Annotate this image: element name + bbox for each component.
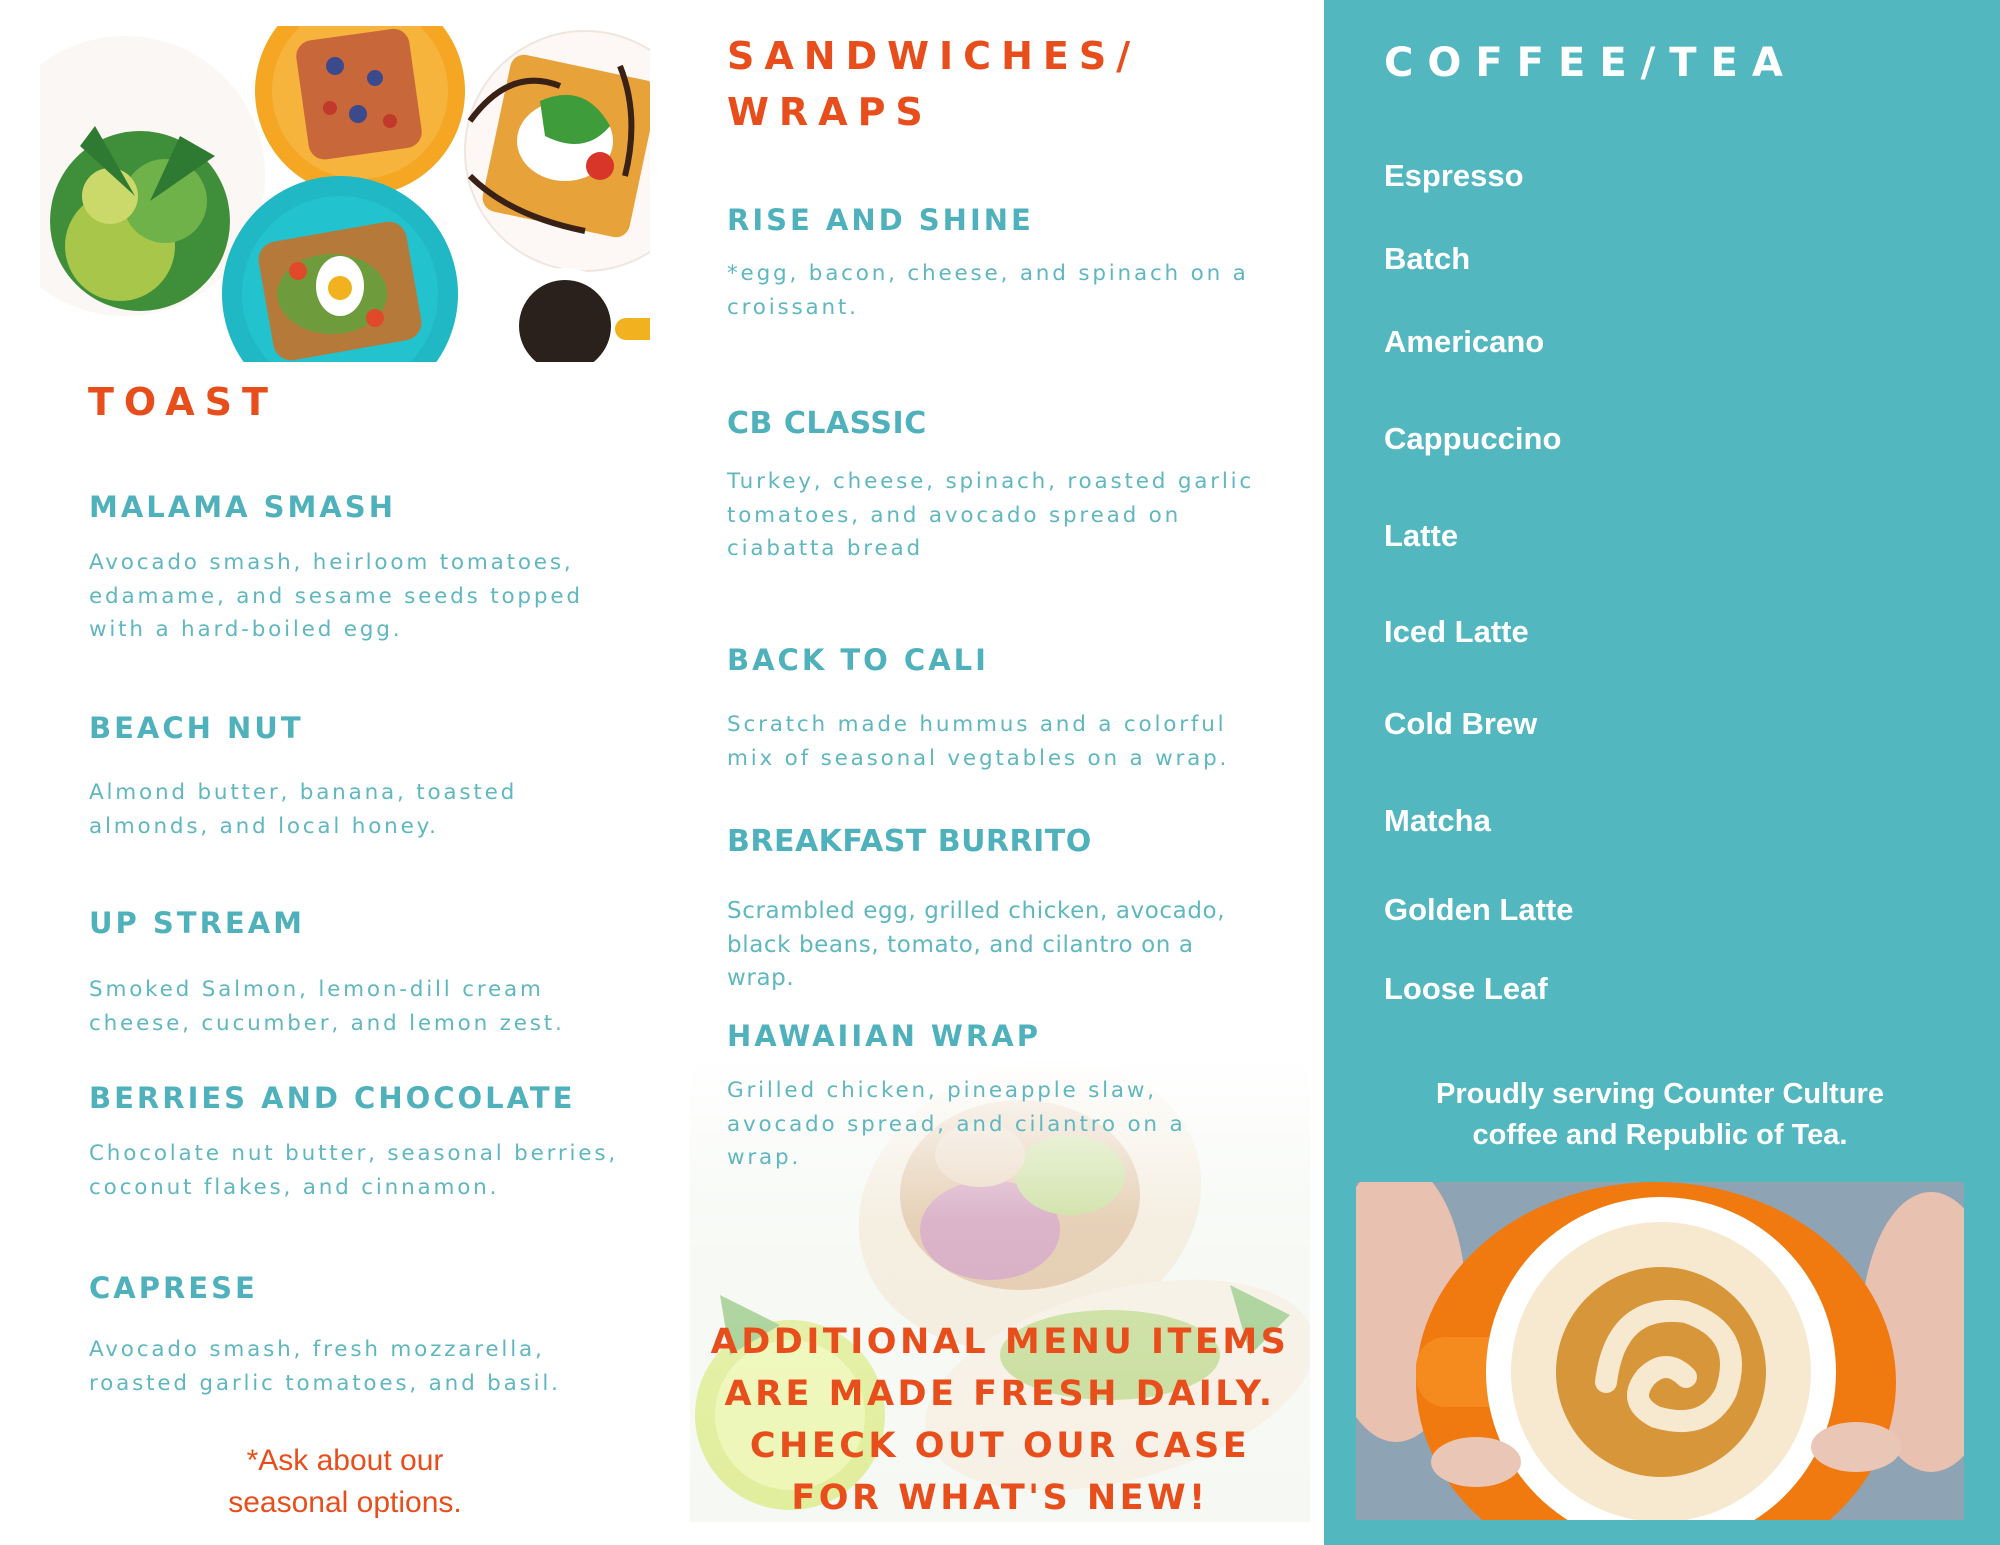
drink-item: Cold Brew <box>1384 706 1538 741</box>
menu-item-name: CB CLASSIC <box>727 406 927 441</box>
menu-item-description: Avocado smash, fresh mozzarella, roasted garlic tomatoes, and basil. <box>89 1337 561 1396</box>
menu-item-name: BERRIES AND CHOCOLATE <box>89 1081 576 1115</box>
menu-item-name: BEACH NUT <box>89 711 304 745</box>
seasonal-note-line: *Ask about our <box>246 1444 444 1477</box>
drink-item: Matcha <box>1384 803 1491 838</box>
coffee-tea-section-title: COFFEE/TEA <box>1384 40 1797 86</box>
menu-item-description: Avocado smash, heirloom tomatoes, edamame, and sesame seeds topped with a hard-boiled egg. <box>89 550 583 642</box>
menu-item-name: MALAMA SMASH <box>89 490 396 524</box>
menu-item-description: Chocolate nut butter, seasonal berries, coconut flakes, and cinnamon. <box>89 1141 618 1200</box>
menu-item-name: CAPRESE <box>89 1271 258 1305</box>
drink-item: Latte <box>1384 518 1459 553</box>
callout-line: ADDITIONAL MENU ITEMS <box>710 1322 1290 1362</box>
menu-item-name: RISE AND SHINE <box>727 203 1034 237</box>
seasonal-options-note <box>190 1440 500 1524</box>
tagline-line: coffee and Republic of Tea. <box>1472 1119 1848 1151</box>
toast-section-title: TOAST <box>88 380 278 424</box>
breakfast-food-photo <box>40 26 650 362</box>
menu-item-description: Smoked Salmon, lemon-dill cream cheese, cucumber, and lemon zest. <box>89 977 565 1036</box>
drink-item: Espresso <box>1384 158 1524 193</box>
menu-item-description: Almond butter, banana, toasted almonds, and local honey. <box>89 780 518 839</box>
menu-item-name: HAWAIIAN WRAP <box>727 1019 1041 1053</box>
menu-item-name: UP STREAM <box>89 906 306 940</box>
drink-item: Americano <box>1384 324 1545 359</box>
menu-item-description: Scratch made hummus and a colorful mix of seasonal vegtables on a wrap. <box>727 712 1230 771</box>
drink-item: Batch <box>1384 241 1471 276</box>
drink-item: Cappuccino <box>1384 421 1562 456</box>
menu-item-name: BREAKFAST BURRITO <box>727 824 1092 859</box>
additional-items-callout <box>700 1316 1300 1524</box>
menu-item-name: BACK TO CALI <box>727 643 989 677</box>
drink-item: Loose Leaf <box>1384 971 1548 1006</box>
menu-item-description: Turkey, cheese, spinach, roasted garlic tomatoes, and avocado spread on ciabatta bread <box>727 469 1255 561</box>
menu-item-description: Grilled chicken, pineapple slaw, avocado spread, and cilantro on a wrap. <box>727 1078 1186 1170</box>
callout-line: FOR WHAT'S NEW! <box>791 1478 1209 1518</box>
callout-line: ARE MADE FRESH DAILY. <box>724 1374 1276 1414</box>
latte-photo <box>1356 1182 1964 1520</box>
sandwiches-section-title <box>727 28 1140 140</box>
callout-line: CHECK OUT OUR CASE <box>749 1426 1251 1466</box>
menu-item-description: *egg, bacon, cheese, and spinach on a croissant. <box>727 261 1249 320</box>
section-title-line: SANDWICHES/ <box>727 34 1141 78</box>
menu-item-description: Scrambled egg, grilled chicken, avocado, black beans, tomato, and cilantro on a wrap. <box>727 898 1226 991</box>
coffee-supplier-tagline <box>1380 1074 1940 1156</box>
drink-item: Golden Latte <box>1384 892 1574 927</box>
tagline-line: Proudly serving Counter Culture <box>1436 1078 1884 1110</box>
seasonal-note-line: seasonal options. <box>228 1486 462 1519</box>
section-title-line: WRAPS <box>727 90 933 134</box>
drink-item: Iced Latte <box>1384 614 1529 649</box>
